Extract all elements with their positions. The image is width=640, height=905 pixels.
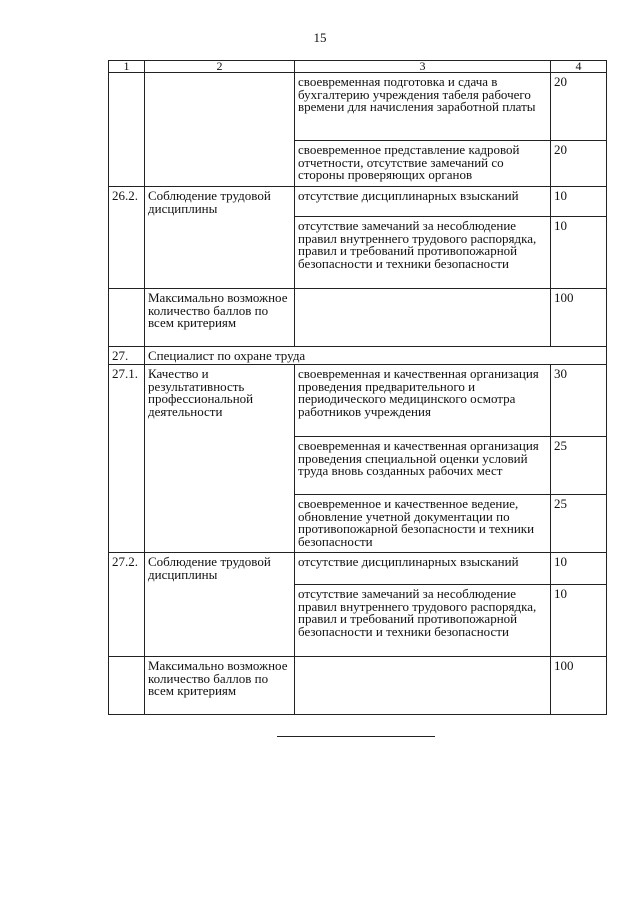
score-cell: 30 xyxy=(551,365,607,437)
criteria-table xyxy=(108,60,607,715)
indicator-cell: своевременная и качественная организация проведения специальной оценки условий труда вновь созданных рабочих мест xyxy=(295,437,551,495)
indicator-cell: отсутствие замечаний за несоблюдение правил внутреннего трудового распорядка, правил и требований противопожарной безопасности и техники безопасности xyxy=(295,217,551,289)
indicator-cell: своевременная подготовка и сдача в бухгалтерию учреждения табеля рабочего времени для начисления заработной платы xyxy=(295,73,551,141)
criterion-cell: Соблюдение трудовой дисциплины xyxy=(145,553,295,657)
indicator-cell: своевременное и качественное ведение, обновление учетной документации по противопожарной безопасности и техники безопасности xyxy=(295,495,551,553)
page-number: 15 xyxy=(313,30,327,45)
row-number xyxy=(109,657,145,715)
score-cell: 20 xyxy=(551,141,607,187)
criterion-cell: Максимально возможное количество баллов по всем критериям xyxy=(145,289,295,347)
row-number xyxy=(109,73,145,187)
column-header-2: 2 xyxy=(145,61,295,73)
section-row xyxy=(109,347,607,365)
score-cell: 25 xyxy=(551,495,607,553)
section-title: Специалист по охране труда xyxy=(145,347,607,365)
criterion-cell xyxy=(145,73,295,187)
criterion-cell: Максимально возможное количество баллов по всем критериям xyxy=(145,657,295,715)
column-header-1: 1 xyxy=(109,61,145,73)
score-cell: 100 xyxy=(551,657,607,715)
indicator-cell: своевременная и качественная организация проведения предварительного и периодического медицинского осмотра работников учреждения xyxy=(295,365,551,437)
table-row xyxy=(109,187,607,217)
indicator-cell xyxy=(295,657,551,715)
section-number: 27. xyxy=(109,347,145,365)
score-cell: 20 xyxy=(551,73,607,141)
column-header-4: 4 xyxy=(551,61,607,73)
row-number: 27.2. xyxy=(109,553,145,657)
table-row xyxy=(109,553,607,585)
table-row xyxy=(109,289,607,347)
row-number: 27.1. xyxy=(109,365,145,553)
score-cell: 25 xyxy=(551,437,607,495)
indicator-cell: отсутствие дисциплинарных взысканий xyxy=(295,553,551,585)
row-number: 26.2. xyxy=(109,187,145,289)
column-header-3: 3 xyxy=(295,61,551,73)
criterion-cell: Соблюдение трудовой дисциплины xyxy=(145,187,295,289)
table-header-row xyxy=(109,61,607,73)
indicator-cell: отсутствие дисциплинарных взысканий xyxy=(295,187,551,217)
indicator-cell: отсутствие замечаний за несоблюдение правил внутреннего трудового распорядка, правил и требований противопожарной безопасности и техники безопасности xyxy=(295,585,551,657)
score-cell: 10 xyxy=(551,553,607,585)
score-cell: 10 xyxy=(551,585,607,657)
score-cell: 10 xyxy=(551,217,607,289)
footer-divider xyxy=(277,736,435,737)
table-row xyxy=(109,657,607,715)
indicator-cell: своевременное представление кадровой отчетности, отсутствие замечаний со стороны проверяющих органов xyxy=(295,141,551,187)
indicator-cell xyxy=(295,289,551,347)
score-cell: 10 xyxy=(551,187,607,217)
criterion-cell: Качество и результативность профессиональной деятельности xyxy=(145,365,295,553)
score-cell: 100 xyxy=(551,289,607,347)
table-row xyxy=(109,365,607,437)
row-number xyxy=(109,289,145,347)
table-row xyxy=(109,73,607,141)
